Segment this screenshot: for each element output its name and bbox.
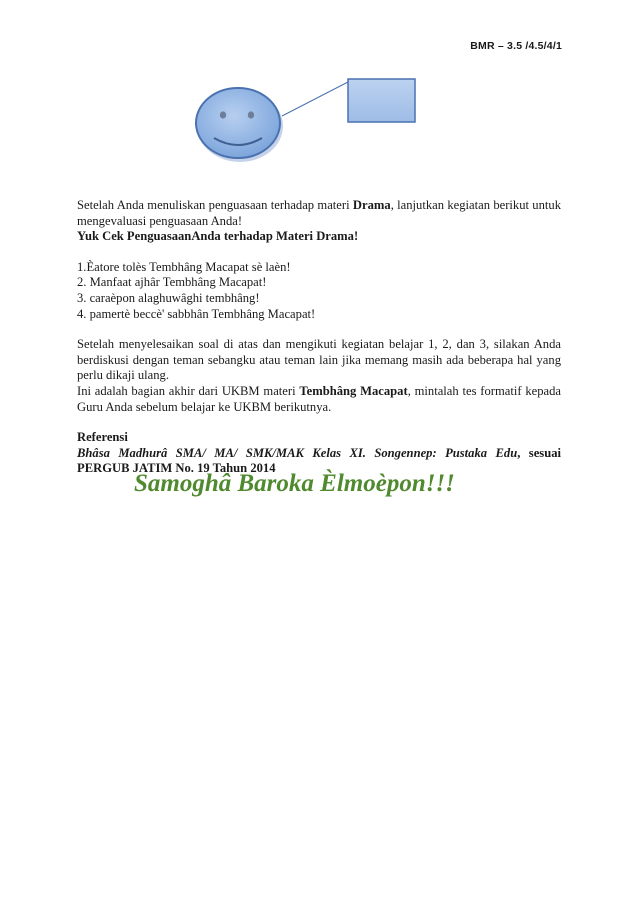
topic-term: Tembhâng Macapat (299, 383, 408, 398)
list-item: 3. caraèpon alaghuwâghi tembhâng! (77, 290, 260, 305)
check-heading: Yuk Cek PenguasaanAnda terhadap Materi Drama! (77, 229, 359, 244)
main-content (77, 198, 561, 477)
reference-citation: Bhâsa Madhurâ SMA/ MA/ SMK/MAK Kelas XI. Songennep: Pustaka Edu, sesuai PERGUB JATIM No. 19 Tahun 2014 (77, 445, 561, 476)
smiley-face-icon (196, 88, 283, 162)
references-heading: Referensi (77, 430, 128, 445)
intro-paragraph: Setelah Anda menuliskan penguasaan terhadap materi Drama, lanjutkan kegiatan berikut untuk mengevaluasi penguasaan Anda! (77, 198, 561, 228)
discussion-paragraph: Setelah menyelesaikan soal di atas dan mengikuti kegiatan belajar 1, 2, dan 3, silakan Anda berdiskusi dengan teman sebangku atau teman lain jika memang masih ada beberapa hal yang perlu dikaji ulang. (77, 337, 561, 383)
smiley-illustration (0, 0, 638, 200)
drama-term: Drama (352, 198, 391, 212)
closing-message: Samoghâ Baroka Èlmoèpon!!! (134, 470, 455, 497)
final-paragraph: Ini adalah bagian akhir dari UKBM materi Tembhâng Macapat, mintalah tes formatif kepada Guru Anda sebelum belajar ke UKBM berikutnya. (77, 383, 561, 414)
document-code: BMR – 3.5 /4.5/4/1 (470, 40, 562, 52)
speech-box-icon (348, 79, 415, 122)
list-item: 2. Manfaat ajhâr Tembhâng Macapat! (77, 275, 267, 290)
list-item: 1.Èatore tolès Tembhâng Macapat sè laèn! (77, 259, 291, 274)
list-item: 4. pamertè beccè' sabbhân Tembhâng Macapat! (77, 306, 316, 321)
pointer-line (282, 82, 348, 116)
